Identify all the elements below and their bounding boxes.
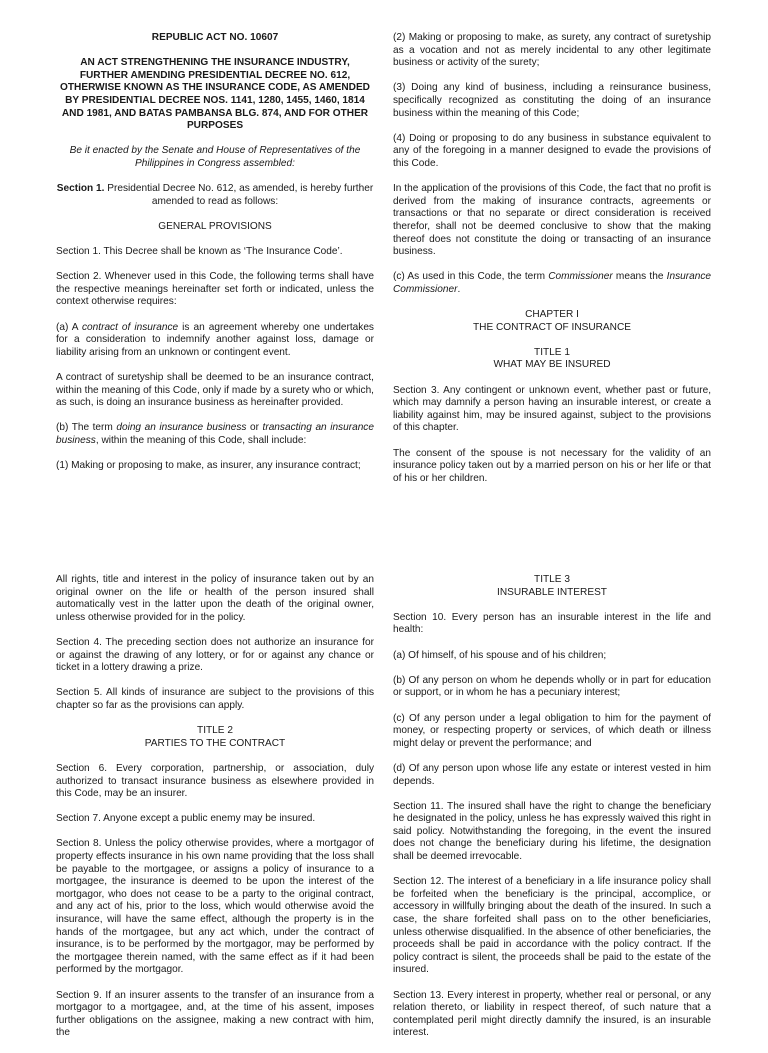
enacting-clause: Be it enacted by the Senate and House of Representatives of the Philippines in Congress assembled: — [69, 145, 361, 169]
code-section-5: Section 5. All kinds of insurance are subject to the provisions of this chapter so far as the provisions can apply. — [56, 687, 374, 711]
definition-b-connector: or — [246, 422, 263, 434]
suretyship-paragraph: A contract of suretyship shall be deemed to be an insurance contract, within the meaning of this Code, only if made by a surety who or which, as such, is doing an insurance business as hereinafter provided. — [56, 372, 374, 409]
rights-vest-paragraph: All rights, title and interest in the policy of insurance taken out by an original owner on the life or health of the person insured shall automatically vest in the latter upon the death of the original owner, unless otherwise provided for in the policy. — [56, 574, 374, 623]
title-2-number: TITLE 2 — [197, 725, 233, 737]
title-1-heading — [393, 347, 711, 372]
code-section-3: Section 3. Any contingent or unknown event, whether past or future, which may damnify a person having an insurable interest, or create a liability against him, may be insured against, subject to the provisions of this chapter. — [393, 384, 711, 434]
definition-c — [393, 271, 711, 296]
title-3-heading — [393, 574, 711, 599]
title-1-number: TITLE 1 — [534, 346, 570, 358]
code-section-10: Section 10. Every person has an insurable interest in the life and health: — [393, 611, 711, 636]
code-section-8: Section 8. Unless the policy otherwise provides, where a mortgagor of property effects insurance in his own name providing that the loss shall be payable to the mortgagee, or assigns a policy of insurance to a mortgagee, the insurance is deemed to be upon the interest of the mortgagor, who does not cease to be a party to the original contract, and any act of his, prior to the loss, which would otherwise avoid the insurance, will have the same effect, although the property is in the hands of the mortgagee, but any act which, under the contract of insurance, is to be performed by the mortgagor, may be performed by the mortgagee therein named, with the same effect as if it had been performed by the mortgagor. — [56, 838, 374, 976]
act-number: REPUBLIC ACT NO. 10607 — [151, 32, 279, 43]
act-title: AN ACT STRENGTHENING THE INSURANCE INDUSTRY, FURTHER AMENDING PRESIDENTIAL DECREE NO. 612, OTHERWISE KNOWN AS THE INSURANCE CODE, AS AMENDED BY PRESIDENTIAL DECREE NOS. 1141, 1280, 1455, 1460, 1814 AND 1981, AND BATAS PAMBANSA BLG. 874, AND FOR OTHER PURPOSES — [60, 57, 370, 132]
general-provisions-heading: GENERAL PROVISIONS — [158, 220, 272, 232]
section-1-amendment — [56, 183, 374, 208]
page-2 — [0, 530, 768, 1039]
section-10-item-a: (a) Of himself, of his spouse and of his children; — [393, 649, 607, 661]
title-3-name: INSURABLE INTEREST — [497, 586, 607, 598]
page-2-right-column — [393, 574, 711, 1053]
application-paragraph: In the application of the provisions of this Code, the fact that no profit is derived from the making of insurance contracts, agreements or transactions or that no separate or direct consideration is received therefor, shall not be deemed conclusive to show that the making thereof does not constitute the doing or transacting of an insurance business. — [393, 183, 711, 258]
definition-a-term: contract of insurance — [82, 321, 179, 333]
section-1-text: Presidential Decree No. 612, as amended, is hereby further amended to read as follows: — [104, 183, 374, 207]
code-section-9: Section 9. If an insurer assents to the transfer of an insurance from a mortgagor to a mortgagee, and, at the time of his assent, imposes further obligations on the assignee, making a new contract with him, the — [56, 989, 374, 1039]
code-section-7: Section 7. Anyone except a public enemy may be insured. — [56, 813, 316, 825]
code-section-6: Section 6. Every corporation, partnership, or association, duly authorized to transact insurance business as elsewhere provided in this Code, may be an insurer. — [56, 762, 374, 800]
list-item-4: (4) Doing or proposing to do any business in substance equivalent to any of the foregoing in a manner designed to evade the provisions of this Code. — [393, 132, 711, 169]
code-section-11: Section 11. The insured shall have the right to change the beneficiary he designated in the policy, unless he has expressly waived this right in said policy. Notwithstanding the foregoing, in the event the insured does not change the beneficiary during his lifetime, the designation shall be deemed irrevocable. — [393, 800, 711, 863]
page-1-left-column — [56, 32, 374, 485]
definition-c-end: . — [457, 283, 461, 295]
code-section-1: Section 1. This Decree shall be known as ‘The Insurance Code’. — [56, 246, 343, 258]
definition-b-term-1: doing an insurance business — [116, 422, 247, 434]
definition-c-term-2: Insurance Commissioner — [393, 271, 711, 295]
page-1-right-column — [393, 32, 711, 498]
section-1-lead: Section 1. — [56, 183, 105, 195]
list-item-2: (2) Making or proposing to make, as surety, any contract of suretyship as a vocation and not as merely incidental to any other legitimate business or activity of the surety; — [393, 32, 711, 69]
title-1-name: WHAT MAY BE INSURED — [493, 359, 611, 371]
title-2-heading — [56, 725, 374, 750]
code-section-12: Section 12. The interest of a beneficiary in a life insurance policy shall be forfeited when the beneficiary is the principal, accomplice, or accessory in willfully bringing about the death of the insured. In such a case, the share forfeited shall pass on to the other beneficiaries, unless otherwise disqualified. In the absence of other beneficiaries, the proceeds shall be paid in accordance with the policy contract. If the policy contract is silent, the proceeds shall be paid to the estate of the insured. — [393, 876, 711, 976]
chapter-title: THE CONTRACT OF INSURANCE — [473, 321, 631, 333]
definition-b-prefix: (b) The term — [56, 422, 117, 434]
page-2-left-column — [56, 574, 374, 1053]
definition-c-prefix: (c) As used in this Code, the term — [393, 271, 549, 283]
definition-a-text: is an agreement whereby one undertakes for a consideration to indemnify another against loss, damage or liability arising from an unknown or contingent event. — [56, 321, 374, 358]
section-10-item-b: (b) Of any person on whom he depends wholly or in part for education or support, or in whom he has a pecuniary interest; — [393, 674, 711, 699]
section-10-item-c: (c) Of any person under a legal obligation to him for the payment of money, or respecting property or services, of which death or illness might delay or prevent the performance; and — [393, 712, 711, 749]
code-section-2: Section 2. Whenever used in this Code, the following terms shall have the respective meanings hereinafter set forth or indicated, unless the context otherwise requires: — [56, 271, 374, 308]
definition-a — [56, 322, 374, 360]
title-3-number: TITLE 3 — [534, 574, 570, 585]
list-item-3: (3) Doing any kind of business, including a reinsurance business, specifically recognized as constituting the doing of an insurance business within the meaning of this Code; — [393, 82, 711, 119]
title-2-name: PARTIES TO THE CONTRACT — [144, 737, 286, 749]
list-item-1: (1) Making or proposing to make, as insurer, any insurance contract; — [56, 460, 361, 472]
spouse-consent-paragraph: The consent of the spouse is not necessary for the validity of an insurance policy taken out by a married person on his or her life or that of his or her children. — [393, 447, 711, 484]
chapter-number: CHAPTER I — [525, 309, 579, 321]
definition-b — [56, 422, 374, 447]
definition-c-connector: means the — [612, 271, 667, 283]
definition-a-prefix: (a) A — [56, 321, 82, 333]
definition-c-term: Commissioner — [548, 271, 613, 283]
chapter-heading — [393, 309, 711, 334]
definition-b-term-2: transacting an insurance business — [56, 422, 374, 446]
code-section-4: Section 4. The preceding section does not authorize an insurance for or against the drawing of any lottery, or for or against any chance or ticket in a lottery drawing a prize. — [56, 636, 374, 674]
section-10-item-d: (d) Of any person upon whose life any estate or interest vested in him depends. — [393, 762, 711, 787]
definition-b-text: , within the meaning of this Code, shall include: — [95, 435, 307, 446]
code-section-13: Section 13. Every interest in property, whether real or personal, or any relation thereto, or liability in respect thereof, of such nature that a contemplated peril might directly damnify the insured, is an insurable interest. — [393, 989, 711, 1039]
